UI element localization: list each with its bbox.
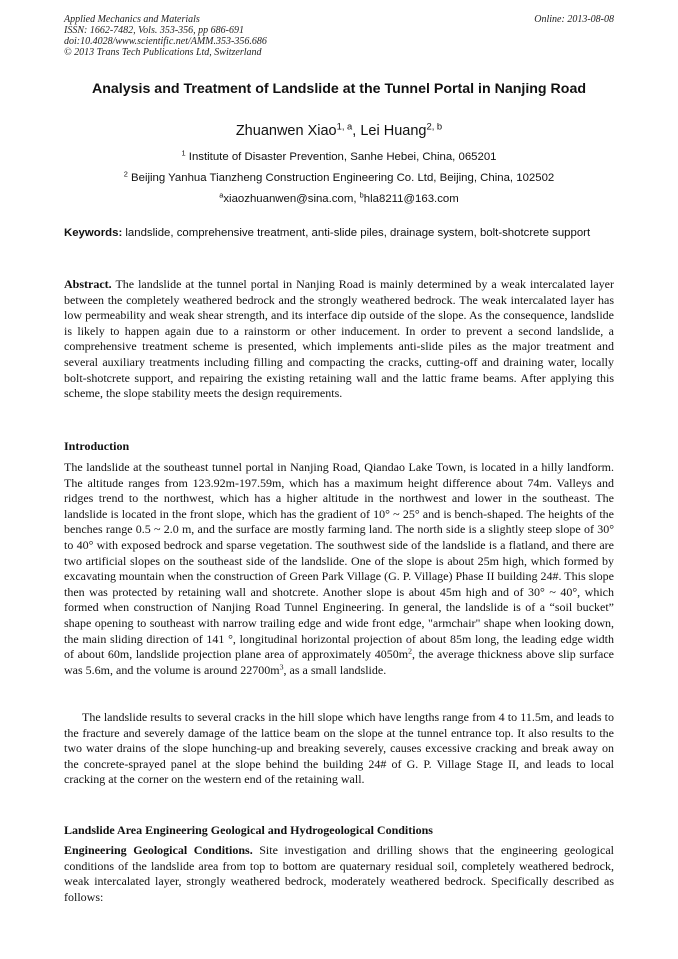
- paragraph-text: , the average thickness above slip surface was 5.6m, and the volume is around 22700m: [64, 647, 614, 677]
- superscript: 3: [279, 662, 284, 672]
- affiliation-number: 1: [181, 148, 186, 158]
- geology-paragraph: [64, 843, 614, 905]
- paragraph-text: The landslide at the southeast tunnel portal in Nanjing Road, Qiandao Lake Town, is located in a hilly landform. The altitude ranges from 123.92m-197.59m, which has a maximum height difference about 74m. Valleys and ridges trend to the northwest, which has a higher altitude in the northwest and lower in the southeast. The landslide is located in the front slope, which has the gradient of 10° ~ 25° and is bench-shaped. The heights of the benches range 0.5 ~ 2.0 m, and the surface are mostly farming land. The north side is a slightly steep slope of 30° to 40° with exposed bedrock and sparse vegetation. The southwest side of the landslide is a flatland, and there are two artificial slopes on the southeast side of the landslide. One of the slope is about 25m high, which formed by excavating mountain when the construction of Green Park Village (G. P. Village) Phase II building 24#. This slope then was protected by retaining wall and shotcrete. Another slope is about 45m high and of 30° ~ 40°, which formed when construction of Nanjing Road Tunnel Engineering. In general, the landslide is of a “soil bucket” shape opening to southeast with narrow trailing edge and wide front edge, "armchair" shape when looking down, the main sliding direction of 141 °, longitudinal horizontal projection of about 85m long, the leading edge width of about 60m, landslide projection plane area of approximately 4050m: [64, 460, 614, 662]
- author-line: [64, 121, 614, 141]
- email-superscript: b: [359, 190, 364, 200]
- introduction-paragraph-2: The landslide results to several cracks in the hill slope which have lengths range from 4 to 11.5m, and leads to the fracture and severely damage of the lattice beam on the slope at the tunnel entrance top. It also results to the two water drains of the slope hunching-up and breaking severely, causes excessive cracking and break away on the concrete-sprayed panel at the slope behind the building 24# of G. P. Village Stage II, and leads to local cracking at the corner on the western end of the retaining wall.: [64, 710, 614, 787]
- superscript: 2: [408, 646, 413, 656]
- keywords-label: Keywords:: [64, 227, 123, 239]
- affiliation-text: Beijing Yanhua Tianzheng Construction Engineering Co. Ltd, Beijing, China, 102502: [127, 172, 555, 184]
- subsection-label: Engineering Geological Conditions.: [64, 843, 253, 857]
- introduction-paragraph-1: [64, 460, 614, 678]
- email-b[interactable]: hla8211@163.com: [363, 193, 459, 205]
- section-heading: Landslide Area Engineering Geological and Hydrogeological Conditions: [64, 823, 433, 837]
- abstract-label: Abstract.: [64, 277, 112, 291]
- keywords-text: landslide, comprehensive treatment, anti-slide piles, drainage system, bolt-shotcrete support: [122, 227, 591, 239]
- email-a[interactable]: xiaozhuanwen@sina.com,: [223, 193, 360, 205]
- affiliation-2: [64, 171, 614, 185]
- paragraph-text: Site investigation and drilling shows that the engineering geological conditions of the landslide area from top to bottom are quaternary residual soil, completely weathered bedrock, weak intercalated layer, strongly weathered bedrock, moderately weathered bedrock. Specifically described as follows:: [64, 843, 614, 904]
- abstract-text: The landslide at the tunnel portal in Nanjing Road is mainly determined by a weak intercalated layer between the completely weathered bedrock and the strongly weathered bedrock. The weak intercalated layer has low permeability and weak shear strength, and its interface dip outside of the slope. As the consequence, landslide is likely to happen again due to a rainstorm or other inducement. In order to prevent a second landslide, a comprehensive treatment scheme is presented, which implements anti-slide piles as the major treatment and several auxiliary treatments including filling and compacting the cracks, cutting-off and draining water, locally bolt-shotcrete support, and repairing the existing retaining wall and the lattic frame beams. After applying this scheme, the slope stability meets the design requirements.: [64, 277, 614, 401]
- email-line: [64, 192, 614, 206]
- journal-header: [64, 14, 614, 58]
- email-superscript: a: [219, 190, 224, 200]
- doi-line: doi:10.4028/www.scientific.net/AMM.353-356.686: [64, 36, 267, 47]
- affiliation-1: [64, 150, 614, 164]
- paragraph-text: , as a small landslide.: [283, 662, 387, 677]
- author-name: Zhuanwen Xiao: [235, 123, 337, 139]
- issn-line: ISSN: 1662-7482, Vols. 353-356, pp 686-691: [64, 25, 244, 36]
- affiliation-text: Institute of Disaster Prevention, Sanhe Hebei, China, 065201: [185, 151, 497, 163]
- paper-title: Analysis and Treatment of Landslide at the Tunnel Portal in Nanjing Road: [92, 81, 586, 97]
- abstract: [64, 277, 614, 402]
- author-separator: ,: [352, 123, 361, 139]
- introduction-heading: Introduction: [64, 439, 130, 453]
- online-date: Online: 2013-08-08: [534, 14, 614, 25]
- copyright-line: © 2013 Trans Tech Publications Ltd, Switzerland: [64, 47, 262, 58]
- journal-name: Applied Mechanics and Materials: [64, 14, 200, 25]
- affiliation-number: 2: [123, 169, 128, 179]
- keywords: [64, 226, 614, 241]
- author-name: Lei Huang: [360, 123, 427, 139]
- author-superscript: 2, b: [426, 120, 443, 132]
- author-superscript: 1, a: [336, 120, 353, 132]
